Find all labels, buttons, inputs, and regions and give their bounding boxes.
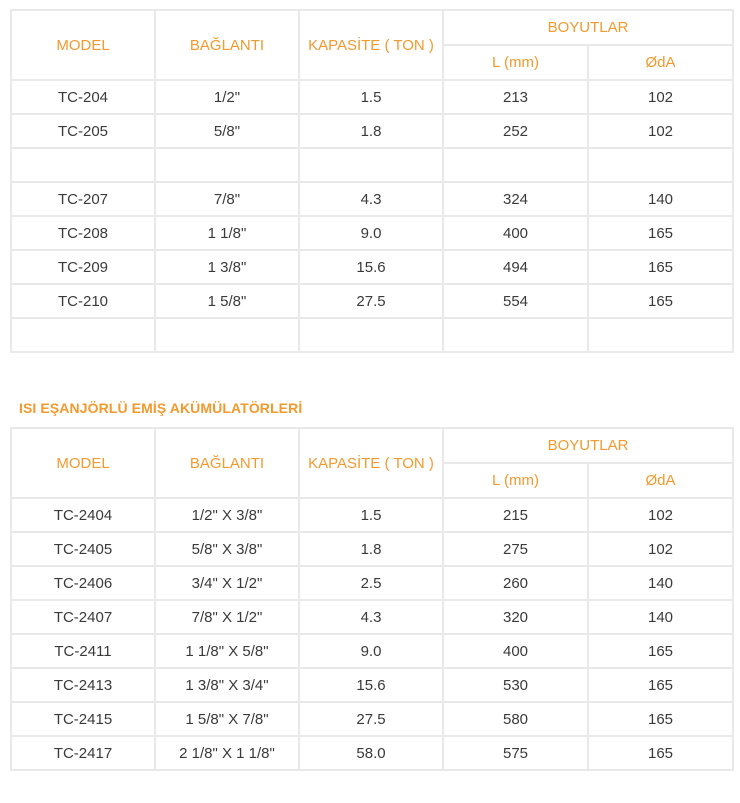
cell-diameter [588, 318, 733, 352]
cell-connection: 1/2" X 3/8" [155, 498, 299, 532]
cell-length: 400 [443, 634, 588, 668]
cell-model [11, 148, 155, 182]
cell-connection [155, 148, 299, 182]
table-row [11, 634, 733, 668]
cell-diameter [588, 148, 733, 182]
cell-length: 400 [443, 216, 588, 250]
cell-diameter: 165 [588, 668, 733, 702]
header-capacity: KAPASİTE ( TON ) [299, 428, 443, 498]
cell-diameter: 165 [588, 736, 733, 770]
cell-diameter: 165 [588, 250, 733, 284]
header-capacity: KAPASİTE ( TON ) [299, 10, 443, 80]
cell-diameter: 140 [588, 600, 733, 634]
accumulator-table [10, 9, 734, 353]
cell-length: 320 [443, 600, 588, 634]
table-row [11, 284, 733, 318]
cell-capacity [299, 148, 443, 182]
cell-model: TC-207 [11, 182, 155, 216]
table-row [11, 250, 733, 284]
header-dimensions: BOYUTLAR [443, 428, 733, 463]
cell-connection: 1 1/8" X 5/8" [155, 634, 299, 668]
cell-length: 260 [443, 566, 588, 600]
cell-length: 213 [443, 80, 588, 114]
header-model: MODEL [11, 10, 155, 80]
cell-diameter: 102 [588, 532, 733, 566]
cell-connection: 5/8" X 3/8" [155, 532, 299, 566]
header-model: MODEL [11, 428, 155, 498]
cell-model [11, 318, 155, 352]
cell-capacity: 4.3 [299, 600, 443, 634]
table-row [11, 702, 733, 736]
cell-length: 530 [443, 668, 588, 702]
table-row [11, 532, 733, 566]
cell-connection: 7/8" [155, 182, 299, 216]
cell-model: TC-208 [11, 216, 155, 250]
cell-diameter: 140 [588, 182, 733, 216]
cell-connection: 1 5/8" X 7/8" [155, 702, 299, 736]
table-row [11, 80, 733, 114]
cell-capacity: 15.6 [299, 250, 443, 284]
cell-diameter: 165 [588, 284, 733, 318]
header-diameter: ØdA [588, 45, 733, 80]
cell-length: 575 [443, 736, 588, 770]
cell-connection: 1 3/8" X 3/4" [155, 668, 299, 702]
cell-diameter: 102 [588, 80, 733, 114]
table-row [11, 148, 733, 182]
header-diameter: ØdA [588, 463, 733, 498]
table-row [11, 182, 733, 216]
table-row [11, 736, 733, 770]
cell-capacity: 1.8 [299, 114, 443, 148]
cell-connection: 1 5/8" [155, 284, 299, 318]
cell-connection: 3/4" X 1/2" [155, 566, 299, 600]
cell-length: 554 [443, 284, 588, 318]
cell-model: TC-2415 [11, 702, 155, 736]
cell-diameter: 165 [588, 634, 733, 668]
cell-capacity: 27.5 [299, 284, 443, 318]
cell-capacity: 1.5 [299, 498, 443, 532]
cell-connection [155, 318, 299, 352]
table-row [11, 498, 733, 532]
cell-model: TC-2404 [11, 498, 155, 532]
table-row [11, 114, 733, 148]
cell-model: TC-205 [11, 114, 155, 148]
cell-length: 215 [443, 498, 588, 532]
header-connection: BAĞLANTI [155, 10, 299, 80]
cell-length: 494 [443, 250, 588, 284]
cell-model: TC-2407 [11, 600, 155, 634]
cell-capacity: 1.5 [299, 80, 443, 114]
cell-connection: 2 1/8" X 1 1/8" [155, 736, 299, 770]
header-length: L (mm) [443, 45, 588, 80]
cell-length: 252 [443, 114, 588, 148]
cell-capacity: 1.8 [299, 532, 443, 566]
cell-model: TC-2406 [11, 566, 155, 600]
cell-diameter: 165 [588, 216, 733, 250]
table-row [11, 668, 733, 702]
cell-capacity [299, 318, 443, 352]
cell-capacity: 58.0 [299, 736, 443, 770]
cell-capacity: 15.6 [299, 668, 443, 702]
header-dimensions: BOYUTLAR [443, 10, 733, 45]
section-title: ISI EŞANJÖRLÜ EMİŞ AKÜMÜLATÖRLERİ [19, 400, 303, 416]
cell-model: TC-2411 [11, 634, 155, 668]
table-row [11, 566, 733, 600]
cell-model: TC-2405 [11, 532, 155, 566]
cell-length [443, 318, 588, 352]
cell-model: TC-209 [11, 250, 155, 284]
cell-connection: 7/8" X 1/2" [155, 600, 299, 634]
cell-diameter: 165 [588, 702, 733, 736]
cell-connection: 1/2" [155, 80, 299, 114]
cell-model: TC-2413 [11, 668, 155, 702]
cell-capacity: 9.0 [299, 634, 443, 668]
cell-length: 275 [443, 532, 588, 566]
table-row [11, 216, 733, 250]
cell-connection: 1 3/8" [155, 250, 299, 284]
cell-length: 580 [443, 702, 588, 736]
header-length: L (mm) [443, 463, 588, 498]
table-row [11, 600, 733, 634]
cell-model: TC-2417 [11, 736, 155, 770]
header-connection: BAĞLANTI [155, 428, 299, 498]
cell-diameter: 102 [588, 498, 733, 532]
cell-model: TC-204 [11, 80, 155, 114]
cell-diameter: 102 [588, 114, 733, 148]
cell-diameter: 140 [588, 566, 733, 600]
cell-length: 324 [443, 182, 588, 216]
cell-length [443, 148, 588, 182]
cell-connection: 5/8" [155, 114, 299, 148]
cell-capacity: 9.0 [299, 216, 443, 250]
cell-capacity: 4.3 [299, 182, 443, 216]
cell-capacity: 2.5 [299, 566, 443, 600]
table-row [11, 318, 733, 352]
cell-model: TC-210 [11, 284, 155, 318]
cell-capacity: 27.5 [299, 702, 443, 736]
heat-exchanger-accumulator-table [10, 427, 734, 771]
cell-connection: 1 1/8" [155, 216, 299, 250]
